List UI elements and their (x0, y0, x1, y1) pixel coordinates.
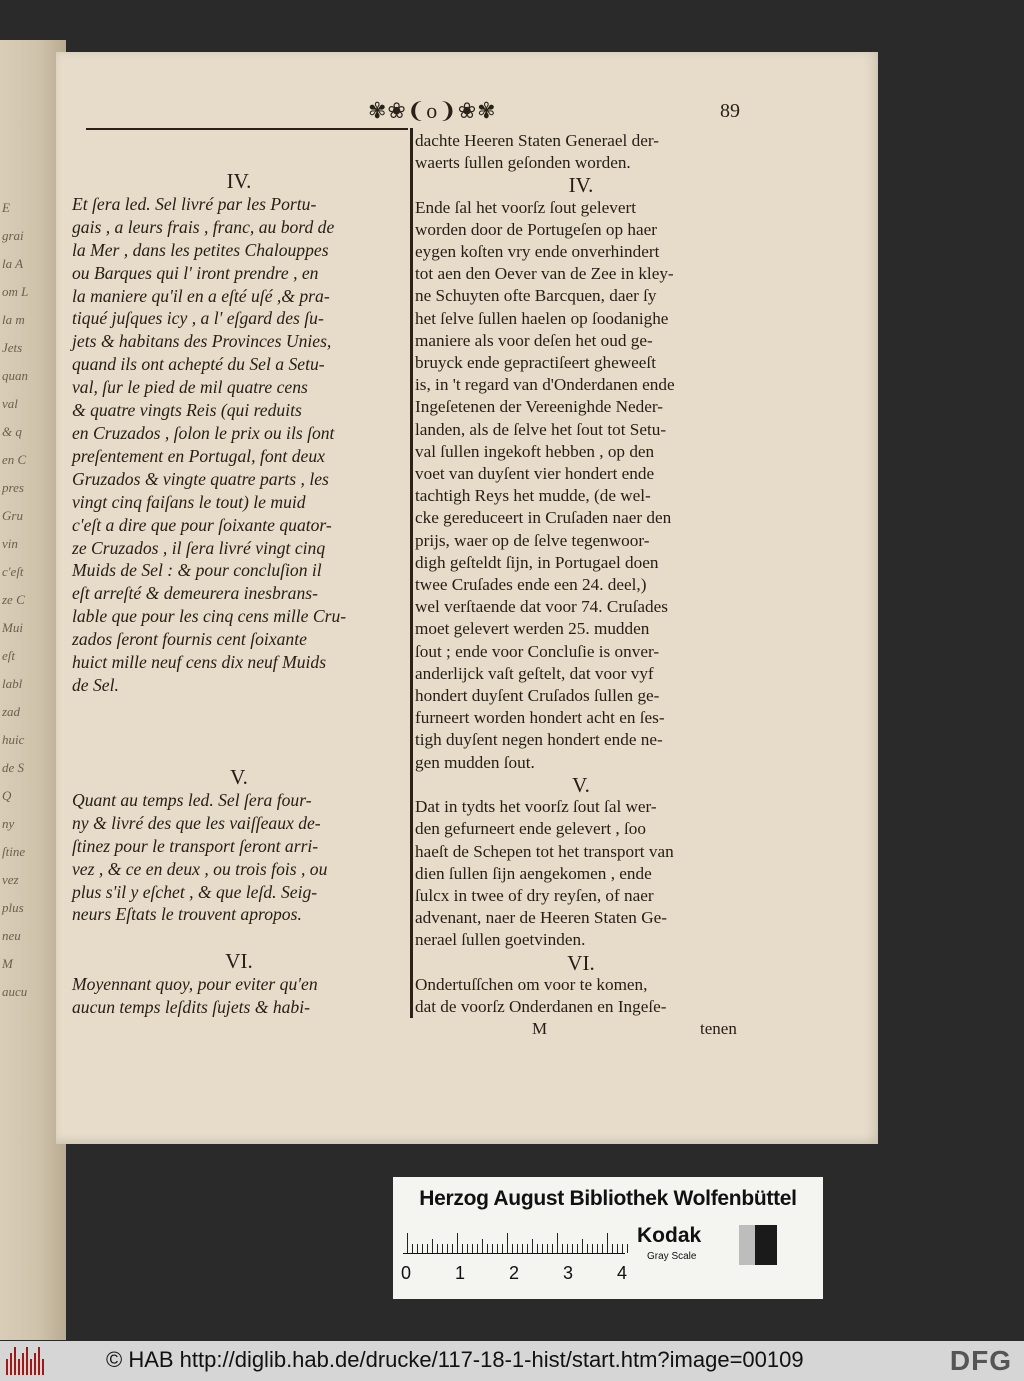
french-text-line: ou Barques qui l' iront prendre , en (72, 262, 319, 283)
prev-page-text-fragment: om L (2, 284, 29, 299)
prev-page-text-fragment: E (2, 200, 10, 215)
french-text-line: Gruzados & vingte quatre parts , les (72, 468, 329, 489)
french-text-line: Et ſera led. Sel livré par les Portu- (72, 193, 317, 214)
dutch-text-line: advenant, naer de Heeren Staten Ge- (415, 908, 667, 928)
ruler-tick (612, 1244, 613, 1253)
french-text-line: ny & livré des que les vaiſſeaux de- (72, 812, 321, 833)
french-text-line: tiqué juſques icy , a l' eſgard des ſu- (72, 308, 324, 329)
prev-page-text-fragment: c'eſt (2, 564, 24, 579)
section-number: V. (572, 772, 590, 797)
ruler-tick (467, 1244, 468, 1253)
signature-mark: M (532, 1019, 548, 1038)
french-text-line: Moyennant quoy, pour eviter qu'en (72, 973, 318, 994)
ruler-tick (437, 1244, 438, 1253)
french-text-line: neurs Eſtats le trouvent apropos. (72, 904, 302, 925)
ruler-tick (557, 1233, 558, 1253)
ruler-tick (512, 1244, 513, 1253)
ruler-scale (401, 1227, 628, 1287)
french-text-line: en Cruzados , ſolon le prix ou ils ſont (72, 422, 335, 443)
prev-page-text-fragment: zad (2, 704, 21, 719)
gray-scale-label: Gray Scale (647, 1251, 697, 1262)
section-number: VI. (567, 950, 595, 975)
ruler-number: 4 (617, 1263, 628, 1283)
footer-copyright-link[interactable]: © HAB http://diglib.hab.de/drucke/117-18-1-hist/start.htm?image=00109 (106, 1347, 804, 1372)
dutch-text-line: furneert worden hondert acht en ſes- (415, 708, 665, 728)
french-text-line: huict mille neuf cens dix neuf Muids (72, 652, 327, 673)
ruler-tick (622, 1244, 623, 1253)
logo-bar (6, 1359, 8, 1375)
ruler-number: 0 (401, 1263, 412, 1283)
logo-bar (26, 1347, 28, 1375)
french-text-line: Muids de Sel : & pour concluſion il (72, 560, 322, 581)
dutch-text-line: gen mudden ſout. (415, 752, 535, 772)
ruler-tick (542, 1244, 543, 1253)
french-text-line: gais , a leurs frais , franc, au bord de (72, 216, 335, 237)
dutch-text-line: Ingeſetenen der Vereenighde Neder- (415, 397, 663, 417)
dutch-text-line: wel verſtaende dat voor 74. Cruſades (415, 597, 668, 617)
french-text-line: ſtinez pour le transport ſeront arri- (72, 835, 319, 856)
header-rule (86, 128, 408, 130)
french-text-line: val, ſur le pied de mil quatre cens (72, 377, 308, 398)
dutch-text-line: ſout ; ende voor Concluſie is onver- (415, 641, 660, 661)
prev-page-text-fragment: plus (2, 900, 24, 915)
dutch-text-line: waerts ſullen geſonden worden. (415, 153, 631, 173)
logo-bar (42, 1359, 44, 1375)
dutch-text-line: val ſullen ingekoft hebben , op den (415, 441, 655, 461)
ruler-baseline (403, 1253, 625, 1254)
logo-bar (18, 1359, 20, 1375)
prev-page-text-fragment: labl (2, 676, 23, 691)
prev-page-text-fragment: huic (2, 732, 25, 747)
kodak-logo: Kodak (637, 1224, 702, 1247)
ruler-tick (527, 1244, 528, 1253)
dutch-text-line: prijs, waer op de ſelve tegenwoor- (415, 530, 650, 550)
prev-page-text-fragment: & q (2, 424, 22, 439)
dutch-text-line: digh geſteldt ſijn, in Portugael doen (415, 552, 659, 572)
french-text-line: la Mer , dans les petites Chalouppes (72, 239, 329, 260)
dutch-text-line: Dat in tydts het voorſz ſout ſal wer- (415, 797, 657, 817)
french-text-line: Quant au temps led. Sel ſera four- (72, 789, 312, 810)
ruler-tick (592, 1244, 593, 1253)
french-text-line: eſt arreſté & demeurera inesbrans- (72, 583, 318, 604)
dutch-text-line: ſulcx in twee of dry reyſen, of naer (415, 885, 654, 905)
gray-swatch-white (725, 1225, 739, 1265)
ruler-tick (492, 1244, 493, 1253)
prev-page-text-fragment: Gru (2, 508, 23, 523)
ruler-tick (597, 1244, 598, 1253)
ruler-tick (472, 1244, 473, 1253)
french-text-line: preſentement en Portugal, font deux (72, 445, 325, 466)
ruler-tick (552, 1244, 553, 1253)
ruler-number: 3 (563, 1263, 574, 1283)
dutch-text-line: nerael ſullen goetvinden. (415, 930, 586, 950)
ruler-tick (582, 1239, 583, 1253)
dutch-text-line: tigh duyſent negen hondert ende ne- (415, 730, 663, 750)
logo-bar (30, 1359, 32, 1375)
catchword: tenen (700, 1019, 737, 1038)
gray-swatch-black (755, 1225, 777, 1265)
prev-page-text-fragment: vez (2, 872, 19, 887)
ruler-tick (487, 1244, 488, 1253)
prev-page-text-fragment: en C (2, 452, 27, 467)
section-number: IV. (568, 173, 594, 198)
prev-page-text-fragment: aucu (2, 984, 28, 999)
ruler-tick (457, 1233, 458, 1253)
ruler-tick (522, 1244, 523, 1253)
ruler-number: 2 (509, 1263, 520, 1283)
ruler-tick (572, 1244, 573, 1253)
french-text-line: plus s'il y eſchet , & que leſd. Seig- (72, 881, 318, 902)
prev-page-text-fragment: ze C (2, 592, 25, 607)
color-target-card (393, 1177, 823, 1299)
logo-bar (14, 1347, 16, 1375)
prev-page-text-fragment: la m (2, 312, 25, 327)
section-number: VI. (225, 949, 253, 973)
ruler-tick (602, 1244, 603, 1253)
dutch-text-line: den gefurneert ende gelevert , ſoo (415, 819, 646, 839)
ruler-tick (617, 1244, 618, 1253)
dutch-text-line: haeſt de Schepen tot het transport van (415, 841, 674, 861)
prev-page-text-fragment: Jets (2, 340, 23, 355)
ruler-tick (577, 1244, 578, 1253)
dutch-text-line: ne Schuyten ofte Barcquen, daer ſy (415, 286, 657, 306)
ruler-tick (567, 1244, 568, 1253)
ruler-tick (587, 1244, 588, 1253)
ruler-tick (477, 1244, 478, 1253)
logo-bar (22, 1353, 24, 1375)
ruler-number: 1 (455, 1263, 466, 1283)
right-column (415, 130, 747, 1018)
dutch-text-line: Ende ſal het voorſz ſout gelevert (415, 197, 636, 217)
prev-page-text-fragment: pres (2, 480, 24, 495)
dutch-text-line: worden door de Portugeſen op haer (415, 219, 657, 239)
dutch-text-line: dien ſullen ſijn aengekomen , ende (415, 863, 652, 883)
ruler-tick (452, 1244, 453, 1253)
ruler-tick (462, 1244, 463, 1253)
ruler-tick (482, 1239, 483, 1253)
french-text-line: de Sel. (72, 674, 119, 695)
dutch-text-line: anderlijck vaſt geſtelt, dat voor vyf (415, 663, 654, 683)
prev-page-text-fragment: neu (2, 928, 21, 943)
prev-page-text-fragment: ſtine (2, 844, 26, 859)
ruler-tick (442, 1244, 443, 1253)
ruler-tick (607, 1233, 608, 1253)
french-text-line: lable que pour les cinq cens mille Cru- (72, 606, 347, 627)
dutch-text-line: dachte Heeren Staten Generael der- (415, 131, 659, 150)
dfg-logo: DFG (949, 1345, 1012, 1376)
ruler-tick (417, 1244, 418, 1253)
left-column-v (72, 766, 406, 926)
prev-page-text-fragment: quan (2, 368, 28, 383)
french-text-line: quand ils ont achepté du Sel a Setu- (72, 354, 325, 375)
prev-page-text-fragment: eſt (2, 648, 15, 663)
ruler-tick (427, 1244, 428, 1253)
dutch-text-line: Ondertuſſchen om voor te komen, (415, 974, 648, 994)
ruler-tick (532, 1239, 533, 1253)
dutch-text-line: hondert duyſent Cruſados ſullen ge- (415, 686, 660, 706)
ruler-tick (507, 1233, 508, 1253)
dutch-text-line: is, in 't regard van d'Onderdanen ende (415, 375, 675, 395)
footer-bar (0, 1341, 1024, 1381)
page-number: 89 (720, 100, 740, 122)
dutch-text-line: eygen koſten vry ende onverhindert (415, 242, 660, 262)
french-text-line: zados ſeront fournis cent ſoixante (72, 629, 307, 650)
prev-page-text-fragment: vin (2, 536, 18, 551)
prev-page-text-fragment: Mui (2, 620, 23, 635)
ruler-tick (497, 1244, 498, 1253)
dutch-text-line: cke gereduceert in Cruſaden naer den (415, 508, 672, 528)
ruler-tick (537, 1244, 538, 1253)
prev-page-text-fragment: la A (2, 256, 24, 271)
left-column-iv (72, 170, 406, 697)
prev-page-text-fragment: grai (2, 228, 24, 243)
gray-swatch-mid (739, 1225, 755, 1265)
ruler-tick (547, 1244, 548, 1253)
dutch-text-line: voet van duyſent vier hondert ende (415, 464, 655, 484)
section-number: IV. (226, 169, 252, 193)
french-text-line: vez , & ce en deux , ou trois fois , ou (72, 858, 328, 879)
ruler-tick (562, 1244, 563, 1253)
dutch-text-line: het ſelve ſullen haelen op ſoodanighe (415, 308, 669, 328)
logo-bar (38, 1347, 40, 1375)
logo-bar (34, 1353, 36, 1375)
french-text-line: c'eſt a dire que pour ſoixante quator- (72, 514, 332, 535)
dutch-text-line: dat de voorſz Onderdanen en Ingeſe- (415, 996, 667, 1016)
dutch-text-line: moet gelevert werden 25. mudden (415, 619, 650, 639)
section-number: V. (230, 765, 248, 789)
library-title: Herzog August Bibliothek Wolfenbüttel (419, 1187, 797, 1210)
prev-page-text-fragment: Q (2, 788, 12, 803)
ruler-tick (412, 1244, 413, 1253)
french-text-line: & quatre vingts Reis (qui reduits (72, 400, 302, 421)
header-ornament: ✾❀❨o❩❀✾ (368, 98, 497, 123)
prev-page-text-fragment: val (2, 396, 18, 411)
dutch-text-line: landen, als de ſelve het ſout tot Setu- (415, 419, 667, 439)
prev-page-text-fragment: M (2, 956, 13, 971)
french-text-line: ze Cruzados , il ſera livré vingt cinq (72, 537, 326, 558)
ruler-tick (627, 1244, 628, 1253)
ruler-tick (407, 1233, 408, 1253)
prev-page-text-fragment: de S (2, 760, 25, 775)
ruler-tick (447, 1244, 448, 1253)
ruler-tick (422, 1244, 423, 1253)
ruler-tick (502, 1244, 503, 1253)
prev-page-text-fragment: ny (2, 816, 15, 831)
french-text-line: la maniere qu'il en a eſté uſé ,& pra- (72, 285, 330, 306)
hab-logo-icon (6, 1347, 48, 1375)
french-text-line: vingt cinq faiſans le tout) le muid (72, 491, 306, 512)
logo-bar (10, 1353, 12, 1375)
column-divider (410, 128, 413, 1018)
dutch-text-line: tot aen den Oever van de Zee in kley- (415, 264, 674, 284)
dutch-text-line: bruyck ende gepractiſeert gheweeſt (415, 353, 656, 373)
page-header (86, 96, 740, 130)
dutch-text-line: maniere als voor deſen het oud ge- (415, 330, 653, 350)
ruler-tick (432, 1239, 433, 1253)
french-text-line: aucun temps leſdits ſujets & habi- (72, 996, 310, 1017)
dutch-text-line: twee Cruſades ende een 24. deel,) (415, 575, 647, 595)
dutch-text-line: tachtigh Reys het mudde, (de wel- (415, 486, 651, 506)
french-text-line: jets & habitans des Provinces Unies, (72, 331, 332, 352)
left-column-vi (72, 950, 406, 1019)
ruler-tick (517, 1244, 518, 1253)
